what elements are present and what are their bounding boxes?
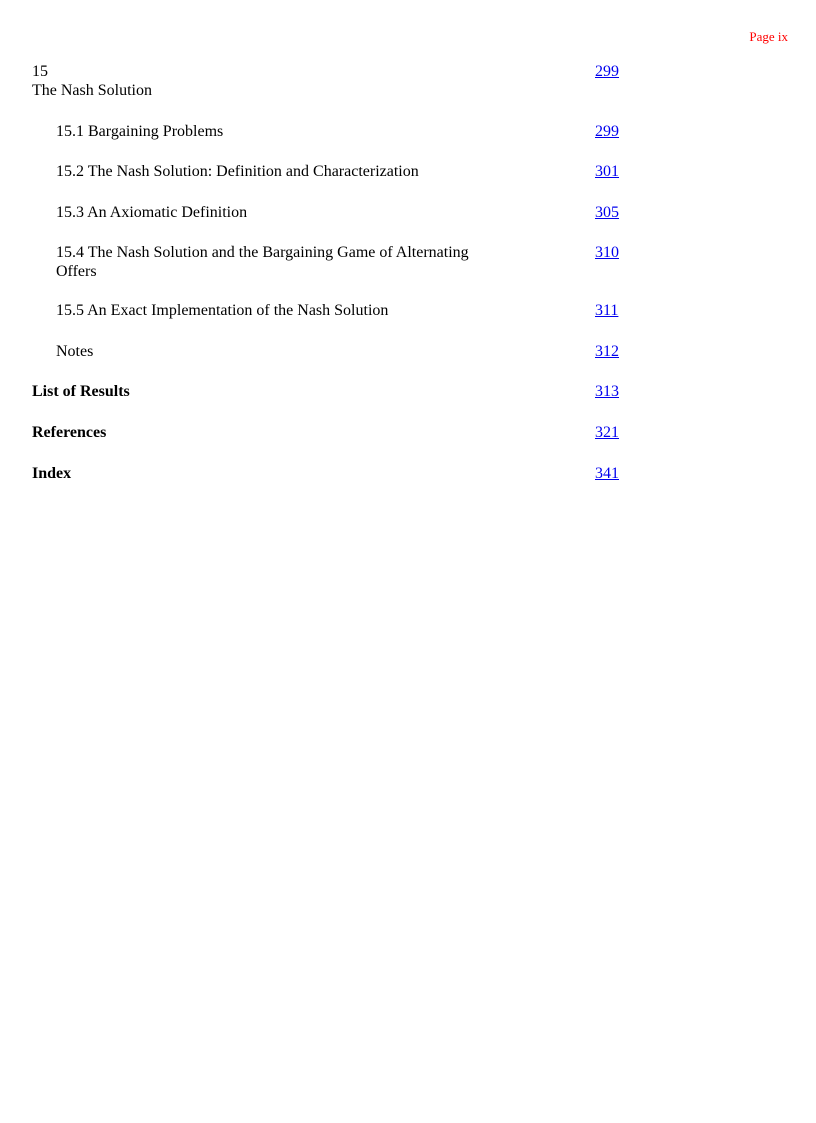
toc-section-entry — [32, 301, 632, 320]
section-title: 15.1 Bargaining Problems — [56, 123, 224, 140]
section-title: 15.4 The Nash Solution and the Bargaining Game of Alternating — [56, 244, 469, 261]
toc-backmatter-entry — [32, 464, 632, 483]
backmatter-title: List of Results — [32, 383, 130, 400]
backmatter-page-link[interactable]: 321 — [595, 424, 619, 441]
section-page-link[interactable]: 312 — [595, 343, 619, 360]
chapter-title: The Nash Solution — [32, 82, 152, 99]
backmatter-page-link[interactable]: 313 — [595, 383, 619, 400]
toc-section-entry — [32, 162, 632, 181]
toc-chapter-entry — [32, 62, 632, 100]
section-page-link[interactable]: 311 — [595, 302, 619, 319]
backmatter-title: References — [32, 424, 107, 441]
backmatter-page-link[interactable]: 341 — [595, 465, 619, 482]
toc-section-entry — [32, 203, 632, 222]
table-of-contents — [32, 62, 632, 483]
section-title: 15.2 The Nash Solution: Definition and Characterization — [56, 163, 419, 180]
backmatter-title: Index — [32, 465, 72, 482]
section-title-continued: Offers — [56, 263, 97, 280]
section-title: 15.3 An Axiomatic Definition — [56, 204, 248, 221]
toc-section-entry — [32, 243, 632, 281]
toc-backmatter-entry — [32, 382, 632, 401]
section-page-link[interactable]: 310 — [595, 244, 619, 261]
section-page-link[interactable]: 301 — [595, 163, 619, 180]
toc-backmatter-entry — [32, 423, 632, 442]
chapter-number: 15 — [32, 63, 48, 80]
section-page-link[interactable]: 305 — [595, 204, 619, 221]
toc-section-entry — [32, 122, 632, 141]
section-title: 15.5 An Exact Implementation of the Nash Solution — [56, 302, 389, 319]
toc-section-entry — [32, 342, 632, 361]
section-title: Notes — [56, 343, 94, 360]
section-page-link[interactable]: 299 — [595, 123, 619, 140]
page-number-label: Page ix — [749, 29, 788, 44]
chapter-page-link[interactable]: 299 — [595, 63, 619, 80]
